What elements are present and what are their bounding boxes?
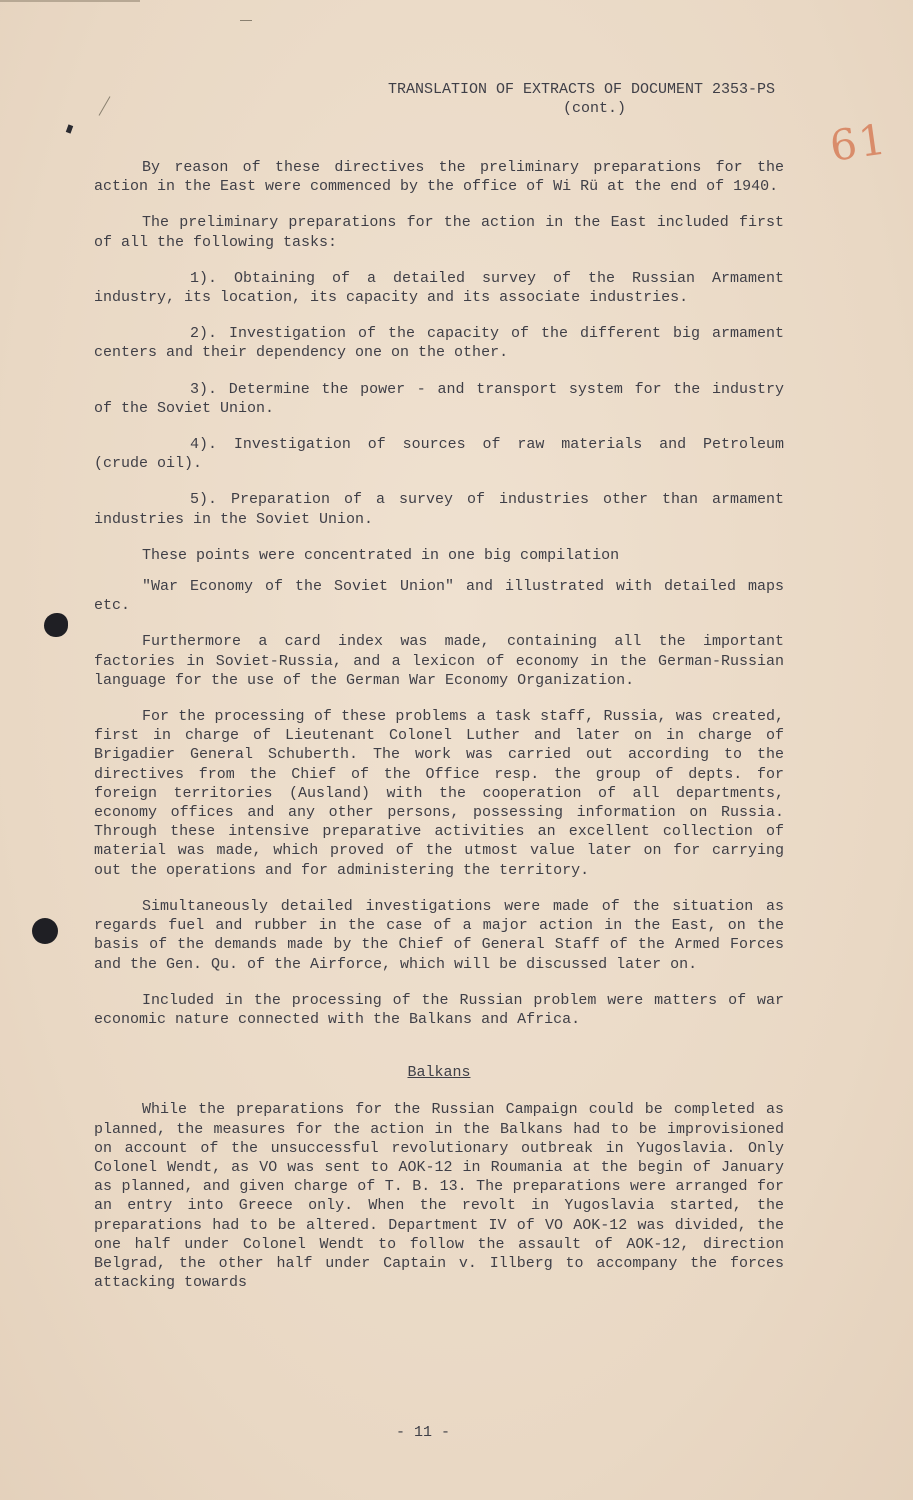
punch-hole xyxy=(32,918,58,944)
paragraph-compilation-title: "War Economy of the Soviet Union" and illustrated with detailed maps etc. xyxy=(94,578,784,615)
pencil-stroke xyxy=(99,96,111,116)
page-number: - 11 - xyxy=(396,1424,451,1441)
document-header xyxy=(388,80,808,118)
page-edge-line xyxy=(0,0,140,2)
paragraph-task-staff: For the processing of these problems a task staff, Russia, was created, first in charge of Lieutenant Colonel Luther and later on in charge of Brigadier General Schuberth. The work was carried out according to the directives from the Chief of the Office resp. the group of depts. for foreign territories (Ausland) with the cooperation of all departments, economy offices and any other persons, possessing information on Russia. Through these intensive preparative activities an excellent collection of material was made, which proved of the utmost value later on for carrying out the operations and for administering the territory. xyxy=(94,708,784,879)
task-item-4: 4). Investigation of sources of raw materials and Petroleum (crude oil). xyxy=(94,436,784,473)
task-item-1: 1). Obtaining of a detailed survey of the Russian Armament industry, its location, its capacity and its associate industries. xyxy=(94,269,784,307)
task-item-5: 5). Preparation of a survey of industries other than armament industries in the Soviet Union. xyxy=(94,491,784,528)
document-title: TRANSLATION OF EXTRACTS OF DOCUMENT 2353-PS xyxy=(388,81,776,98)
paragraph-preparations: The preliminary preparations for the action in the East included first of all the following tasks: xyxy=(94,214,784,251)
handwritten-page-mark: 61 xyxy=(826,114,891,171)
paragraph-card-index: Furthermore a card index was made, containing all the important factories in Soviet-Russia, and a lexicon of economy in the German-Russian language for the use of the German War Economy Organization. xyxy=(94,633,784,689)
paragraph-fuel-rubber: Simultaneously detailed investigations were made of the situation as regards fuel and rubber in the case of a major action in the East, on the basis of the demands made by the Chief of General Staff of the Armed Forces and the Gen. Qu. of the Airforce, which will be discussed later on. xyxy=(94,897,784,973)
pencil-stroke xyxy=(240,20,252,21)
ink-speck xyxy=(66,124,73,133)
paragraph-directives: By reason of these directives the preliminary preparations for the action in the East were commenced by the office of Wi Rü at the end of 1940. xyxy=(94,159,784,196)
section-heading-balkans: Balkans xyxy=(407,1064,471,1082)
paragraph-compilation: These points were concentrated in one big compilation xyxy=(142,546,620,564)
document-body xyxy=(94,158,784,1309)
task-item-3: 3). Determine the power - and transport system for the industry of the Soviet Union. xyxy=(94,380,784,417)
task-item-2: 2). Investigation of the capacity of the different big armament centers and their dependency one on the other. xyxy=(94,325,784,362)
punch-hole xyxy=(44,613,68,637)
paragraph-balkans: While the preparations for the Russian Campaign could be completed as planned, the measures for the action in the Balkans had to be improvisioned on account of the unsuccessful revolutionary outbreak in Yugoslavia. Only Colonel Wendt, as VO was sent to AOK-12 in Roumania at the begin of January as planned, and given charge of T. B. 13. The preparations were arranged for an entry into Greece only. When the revolt in Yugoslavia started, the preparations had to be altered. Department IV of VO AOK-12 was divided, the one half under Colonel Wendt to follow the assault of AOK-12, direction Belgrad, the other half under Captain v. Illberg to accompany the forces attacking towards xyxy=(94,1101,784,1292)
continuation-label: (cont.) xyxy=(563,100,627,117)
paragraph-balkans-intro: Included in the processing of the Russian problem were matters of war economic nature connected with the Balkans and Africa. xyxy=(94,991,784,1028)
